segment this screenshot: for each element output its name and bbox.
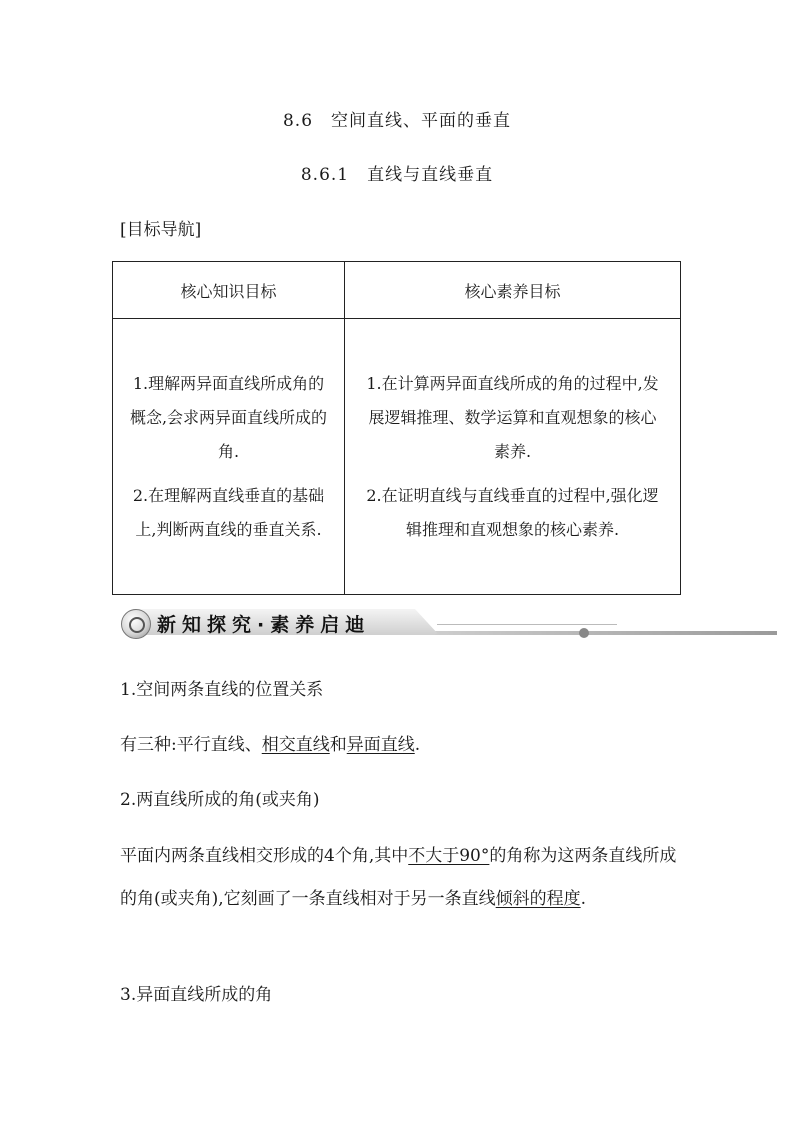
banner-rule [417, 631, 777, 635]
knowledge-goal-1: 1.理解两异面直线所成角的概念,会求两异面直线所成的角. [129, 373, 328, 461]
gear-icon [121, 609, 151, 639]
knowledge-goals-cell [113, 319, 345, 595]
p1-answer-1: 相交直线 [261, 735, 330, 755]
section-banner [117, 603, 777, 643]
p1-mid: 和 [329, 735, 347, 755]
p2-mid: 的角称为这两条直线所成的角(或夹角),它刻画了一条直线相对于另一条直线 [120, 846, 677, 909]
p2-suffix: . [580, 889, 587, 909]
header-knowledge-goals: 核心知识目标 [113, 262, 345, 319]
goals-body-row [113, 319, 681, 595]
knowledge-goal-2: 2.在理解两直线垂直的基础上,判断两直线的垂直关系. [132, 485, 325, 539]
paragraph-2 [120, 835, 680, 921]
heading-2: 2.两直线所成的角(或夹角) [120, 790, 320, 810]
goals-label: [目标导航] [120, 220, 202, 240]
p1-suffix: . [414, 735, 421, 755]
banner-thin-line [437, 624, 617, 625]
p1-answer-2: 异面直线 [346, 735, 415, 755]
paragraph-1 [120, 725, 680, 765]
banner-text: 新知探究·素养启迪 [157, 614, 371, 636]
banner-dot [579, 628, 589, 638]
header-literacy-goals: 核心素养目标 [345, 262, 681, 319]
literacy-goal-2: 2.在证明直线与直线垂直的过程中,强化逻辑推理和直观想象的核心素养. [366, 485, 659, 539]
subsection-title: 8.6.1 直线与直线垂直 [300, 165, 494, 185]
goals-table [112, 261, 681, 595]
p1-prefix: 有三种:平行直线、 [120, 735, 262, 755]
p2-prefix: 平面内两条直线相交形成的4个角,其中 [120, 846, 409, 866]
goals-header-row [113, 262, 681, 319]
literacy-goal-1: 1.在计算两异面直线所成的角的过程中,发展逻辑推理、数学运算和直观想象的核心素养. [366, 373, 659, 461]
p2-answer-2: 倾斜的程度 [495, 889, 581, 909]
heading-1: 1.空间两条直线的位置关系 [120, 680, 324, 700]
p2-answer-1: 不大于90° [408, 846, 490, 866]
literacy-goals-cell [345, 319, 681, 595]
section-title: 8.6 空间直线、平面的垂直 [282, 111, 512, 131]
heading-3: 3.异面直线所成的角 [120, 985, 273, 1005]
